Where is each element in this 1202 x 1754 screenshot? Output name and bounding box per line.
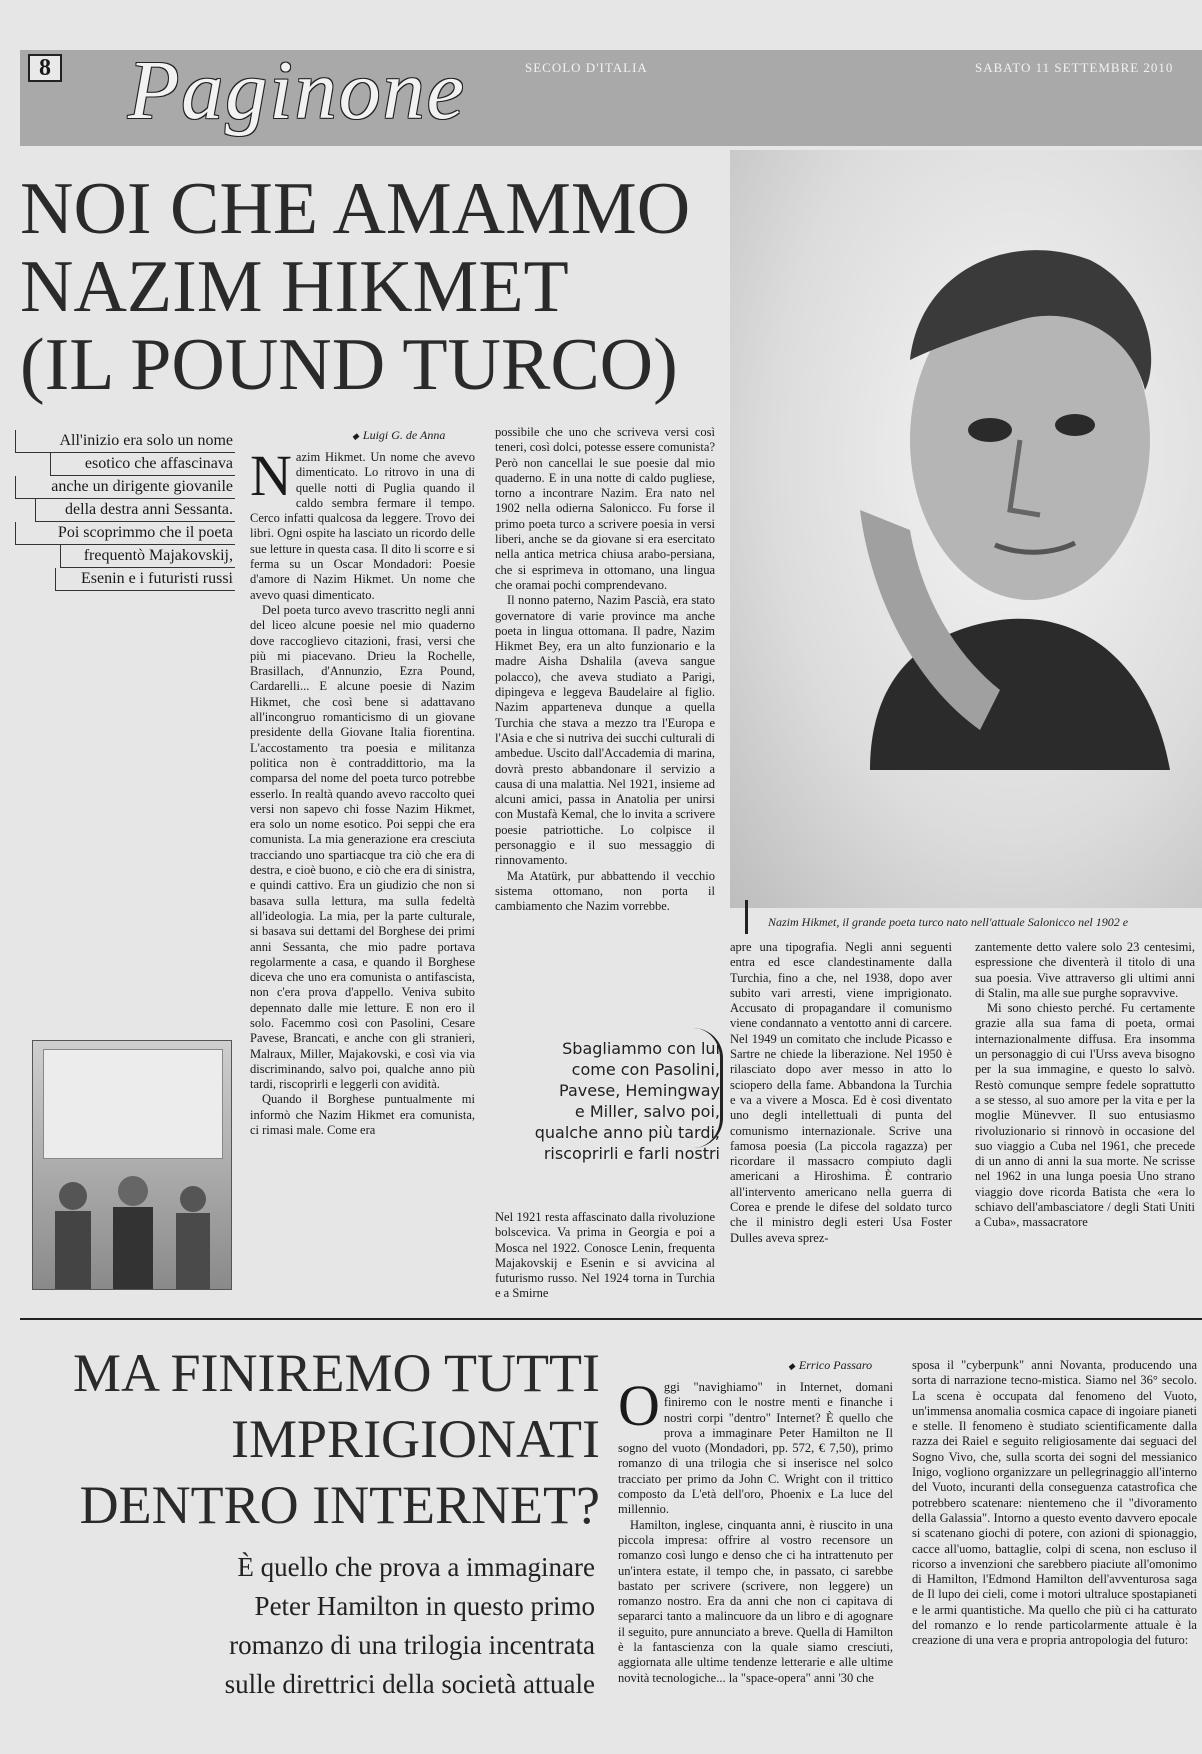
photo-caption: Nazim Hikmet, il grande poeta turco nato nell'attuale Salonicco nel 1902 e — [768, 915, 1129, 929]
paragraph: zantemente detto valere solo 23 centesimi, espressione che diventerà il titolo di una sua poesia. Vive attraverso gli ultimi anni di Stalin, ma alle sue purghe sopravvive. — [975, 940, 1195, 1000]
paragraph: azim Hikmet. Un nome che avevo dimenticato. Lo ritrovo in una di quelle notti di Puglia quando il caldo sembra fermare il tempo. Cerco infatti qualcosa da leggere. Trovo dei libri. Ogni ospite ha lasciato un ricordo delle sue letture in questa casa. Il dito li scorre e si ferma su un Oscar Mondadori: Poesie d'amore di Nazim Hikmet. Un nome che avevo quasi dimenticato. — [250, 450, 475, 602]
article-column — [618, 1373, 893, 1686]
portrait-illustration — [830, 210, 1170, 770]
article-column — [975, 940, 1195, 1231]
pullquote-line: Sbagliammo con lui — [562, 1039, 720, 1058]
drop-cap: O — [618, 1373, 660, 1438]
subhead-line: È quello che prova a immaginare — [237, 1552, 595, 1582]
paragraph: possibile che uno che scriveva versi così teneri, così dolci, potesse essere comunista? Però non cancellai le sue poesie dal mio quaderno. E in una notte di caldo pugliese, torno a incontrare Nazim. Era nato nel 1902 nella odierna Salonicco. Fu forse il primo poeta turco a scrivere poesia in versi liberi, anche se da giovane si era esercitato nella antica metrica chiusa arabo-persiana, che si esprimeva in ottomano, una lingua che oramai pochi comprendevano. — [495, 425, 715, 592]
article-summary — [15, 430, 235, 591]
pullquote-line: riscoprirli e farli nostri — [543, 1144, 720, 1163]
newspaper-masthead: SECOLO D'ITALIA — [525, 60, 648, 75]
pull-quote — [500, 1038, 720, 1164]
article-byline: ◆ Errico Passaro — [788, 1358, 872, 1373]
summary-line: Poi scoprimmo che il poeta — [15, 522, 235, 545]
paragraph: Nel 1921 resta affascinato dalla rivoluzione bolscevica. Va prima in Georgia e poi a Mosca nel 1922. Conosce Lenin, frequenta Majakovskij e Esenin e si avvicina al futurismo russo. Nel 1924 torna in Turchia e a Smirne — [495, 1210, 715, 1301]
summary-line: anche un dirigente giovanile — [15, 476, 235, 499]
article-headline — [30, 1340, 600, 1538]
author-portrait-photo — [730, 150, 1202, 908]
subhead-line: romanzo di una trilogia incentrata — [229, 1630, 595, 1660]
paragraph: Quando il Borghese puntualmente mi informò che Nazim Hikmet era comunista, ci rimasi male. Come era — [250, 1092, 475, 1138]
article-headline — [20, 170, 720, 404]
page-number: 8 — [28, 54, 62, 82]
paragraph: Hamilton, inglese, cinquanta anni, è riuscito in una piccola impresa: offrire al vostro recensore un romanzo così lungo e denso che ci ha intrattenuto per un'intera estate, il tempo che, in passato, ci sarebbe bastato per scrivere (scrivere, non leggere) un romanzo nostro. Era da anni che non ci capitava di separarci tanto a malincuore da un libro e di agognare il seguito, pure annunciato a breve. Quella di Hamilton è la fantascienza con la quale siamo cresciuti, aggiornata alle ultime tendenze letterarie e alle ultime novità tecnologiche... la "space-opera" anni '30 che — [618, 1517, 893, 1685]
subhead-line: Peter Hamilton in questo primo — [254, 1591, 595, 1621]
article-divider — [20, 1318, 1202, 1320]
summary-line: esotico che affascinava — [50, 453, 235, 476]
headline-line: NAZIM HIKMET — [20, 246, 569, 328]
caption-rule — [745, 900, 748, 934]
issue-date: SABATO 11 SETTEMBRE 2010 — [975, 60, 1174, 75]
paragraph: Del poeta turco avevo trascritto negli anni del liceo alcune poesie nel mio quaderno dove raccoglievo citazioni, frasi, versi che più mi piacevano. Drieu la Rochelle, Brasillach, d'Annunzio, Ezra Pound, Cardarelli... E alcune poesie di Nazim Hikmet, che così bene si adattavano all'incongruo romanticismo di un giovane presidente della Giovane Italia fiorentina. L'accostamento tra poesia e militanza politica non è contraddittorio, ma la comparsa del nome del poeta turco potrebbe esserlo. In realtà quando avevo raccolto quei versi non sapevo chi fosse Nazim Hikmet, era solo un nome esotico. Poi seppi che era comunista. La mia generazione era cresciuta tracciando uno spartiacque tra ciò che era di destra, e cioè buono, e ciò che era di sinistra, e quindi cattivo. Era un giudizio che non si basava sulla lettura, ma sulla fedeltà all'ideologia. La mia, per la parte culturale, si basava sui dettami del Borghese dei primi anni Sessanta, che mio padre portava regolarmente a casa, e quando il Borghese diceva che uno era comunista o antifascista, non c'era prova d'appello. Veniva subito depennato dalle mie letture. E non ero il solo. Facemmo così con Pasolini, Cesare Pavese, Brancati, e anche con gli stranieri, Malraux, Miller, Majakovski, e così via via discriminando, salvo poi, qualche anno più tardi, riscoprirli e leggerli con avidità. — [250, 602, 475, 1092]
book-cover — [43, 1049, 223, 1159]
article-column — [912, 1358, 1197, 1649]
paragraph: ggi "navighiamo" in Internet, domani finiremo con le nostre menti e finanche i nostri corpi "dentro" Internet? È quello che prova a immaginare Peter Hamilton ne Il sogno del vuoto (Mondadori, pp. 572, € 7,50), primo romanzo di una trilogia che si inserisce nel solco tracciato per primo da John C. Wright con il trittico composto da L'età dell'oro, Phoenix e La luce del millennio. — [618, 1380, 893, 1517]
pullquote-line: come con Pasolini, — [571, 1060, 720, 1079]
headline-line: (IL POUND TURCO) — [20, 324, 678, 406]
pullquote-line: Pavese, Hemingway — [559, 1081, 720, 1100]
headline-line: MA FINIREMO TUTTI — [72, 1343, 600, 1403]
summary-line: Esenin e i futuristi russi — [55, 568, 235, 591]
article-column — [495, 1210, 715, 1302]
paragraph: Il nonno paterno, Nazim Pascià, era stato governatore di varie province ma anche poeta in lingua ottomana. Il padre, Nazim Hikmet Bey, era un alto funzionario e la madre Aisha Dshalila (aveva sangue polacco), che aveva studiato a Parigi, dipingeva e leggeva Baudelaire al figlio. Nazim apparteneva dunque a quella Turchia che stava a mezzo tra l'Europa e l'Asia e che si nutriva dei succhi culturali di ambedue. Uscito dall'Accademia di marina, dovrà presto abbandonare il servizio a causa di una malattia. Nel 1921, insieme ad alcuni amici, passa in Anatolia per unirsi con Mustafà Kemal, che lo invita a scrivere poesie patriottiche. Lo colpisce il personaggio e il suo messaggio di rinnovamento. — [495, 593, 715, 868]
article-column — [495, 425, 715, 915]
article-byline: ◆ Luigi G. de Anna — [352, 428, 445, 443]
pullquote-line: qualche anno più tardi, — [534, 1123, 720, 1142]
paragraph: Ma Atatürk, pur abbattendo il vecchio sistema ottomano, non porta il cambiamento che Nazim vorrebbe. — [495, 868, 715, 914]
article-subheadline — [40, 1548, 595, 1704]
drop-cap: N — [250, 443, 292, 508]
article-column — [250, 443, 475, 1138]
group-photo-illustration — [33, 1161, 232, 1290]
summary-line: All'inizio era solo un nome — [15, 430, 235, 453]
pullquote-line: e Miller, salvo poi, — [574, 1102, 720, 1121]
paragraph: sposa il "cyberpunk" anni Novanta, producendo una sorta di narrazione tecno-mistica. Siamo nel 36° secolo. La scena è occupata dal fenomeno del Vuoto, un'immensa anomalia cosmica capace di ingoiare pianeti e stelle. Il fenomeno è studiato scientificamente dalla razza dei Raiel e seguito religiosamente dai seguaci del Sogno Vivo, che, sulla scorta dei sogni del messianico Inigo, vogliono organizzare un pellegrinaggio all'interno del Vuoto, incuranti della conseguenza catastrofica che potrebbero scatenare: nientemeno che il "divoramento della Galassia". Intorno a questo evento davvero epocale si scatenano giochi di potere, con azioni di spionaggio, cacce all'uomo, battaglie, colpi di scena, non escluso il ricorso a invenzioni che sarebbero piaciute all'omonimo di Hamilton, l'Edmond Hamilton dell'avventurosa saga de Il lupo dei cieli, come i motori ultraluce spostapianeti e le armi quantistiche. Ma quello che più ci ha catturato del romanzo e lo rende particolarmente attuale è la creazione di una vera e propria antropologia del futuro: — [912, 1358, 1197, 1648]
section-title: Paginone — [128, 44, 466, 137]
subhead-line: sulle direttrici della società attuale — [224, 1669, 595, 1699]
book-cover-photo — [32, 1040, 232, 1290]
paragraph: Mi sono chiesto perché. Fu certamente grazie alla sua fama di poeta, ormai internazionalmente diffusa. Era insomma un personaggio di cui l'Urss aveva bisogno per la sua immagine, e questo lo salvò. Restò comunque sempre fedele soprattutto a se stesso, al suo amore per la vita e per la moglie Münevver. Il suo entusiasmo rivoluzionario si rinnovò in occasione del suo viaggio a Cuba nel 1961, che precede di un anno di anni la sua morte. Ne scrisse nel 1962 in una lunga poesia Uno strano viaggio dove ricorda Batista che «era lo schiavo dell'ambasciatore / degli Stati Uniti a Cuba», massacratore — [975, 1001, 1195, 1230]
summary-line: frequentò Majakovskij, — [60, 545, 235, 568]
headline-line: DENTRO INTERNET? — [79, 1475, 600, 1535]
paragraph: apre una tipografia. Negli anni seguenti entra ed esce clandestinamente dalla Turchia, fino a che, nel 1938, dopo aver subito vari arresti, viene imprigionato. Accusato di propagandare il comunismo viene condannato a ventotto anni di carcere. Nel 1949 un comitato che include Picasso e Sartre ne chiede la liberazione. Nel 1950 è rilasciato dopo aver messo in atto lo sciopero della fame. Abbandona la Turchia e va a vivere a Mosca. Ed è così diventato uno degli intellettuali di punta del comunismo internazionale. Scrive una famosa poesia (La piccola ragazza) per ricordare il massacro compiuto dagli americani a Hiroshima. È contrario all'intervento americano nella guerra di Corea e prende le difese del soldato turco che il ministro degli esteri Usa Foster Dulles aveva sprez- — [730, 940, 952, 1245]
summary-line: della destra anni Sessanta. — [35, 499, 235, 522]
headline-line: IMPRIGIONATI — [231, 1409, 600, 1469]
article-column — [730, 940, 952, 1246]
headline-line: NOI CHE AMAMMO — [20, 168, 691, 250]
